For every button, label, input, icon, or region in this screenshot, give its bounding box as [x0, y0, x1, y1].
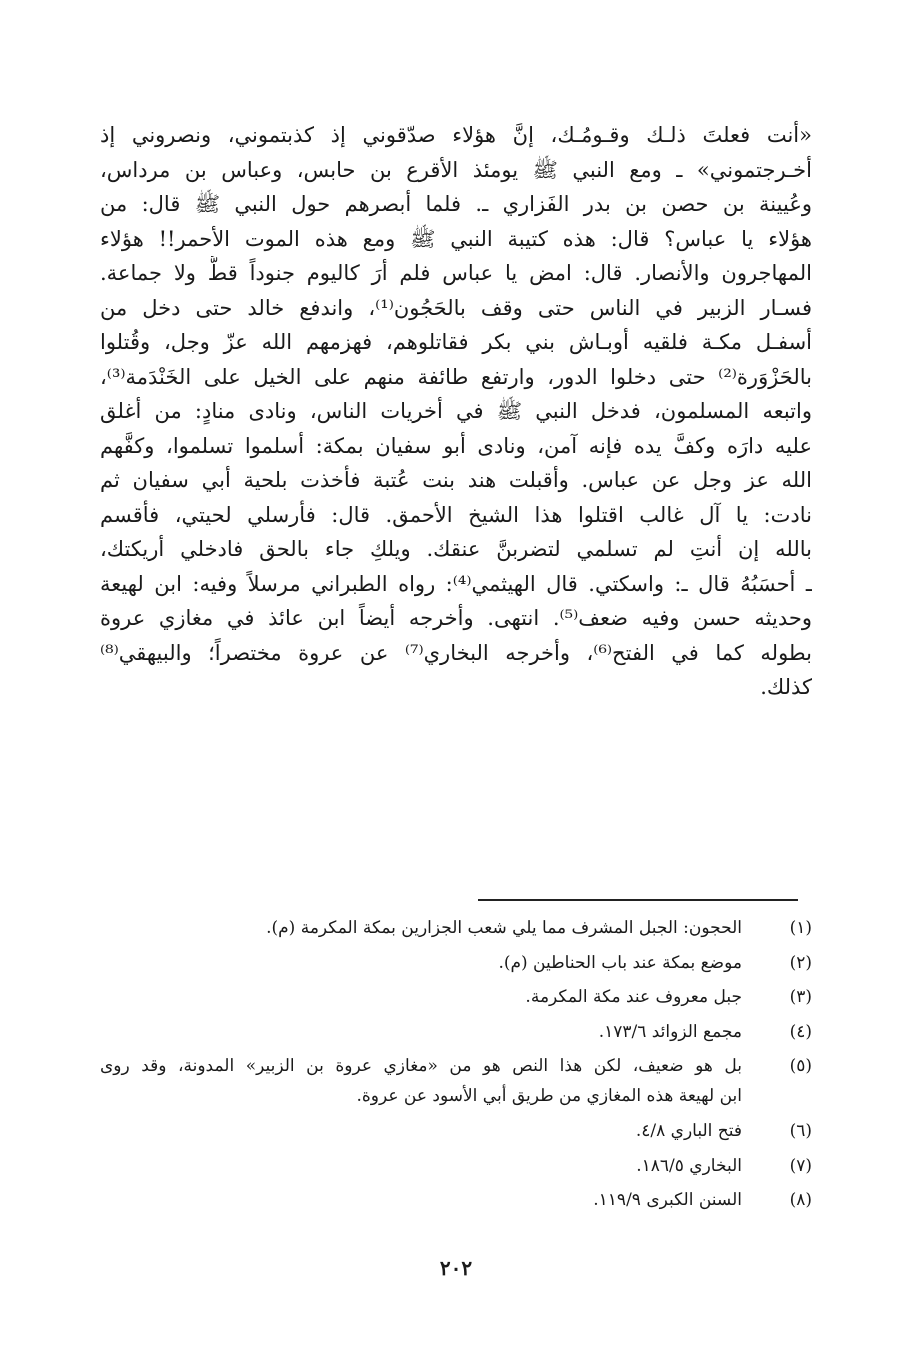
footnote-item	[100, 1051, 812, 1111]
footnote-line: جبل معروف عند مكة المكرمة.	[525, 987, 742, 1008]
main-body-text	[100, 118, 812, 705]
body-line: بطوله كما في الفتح⁽⁶⁾، وأخرجه البخاري⁽⁷⁾ عن عروة مختصراً؛ والبيهقي⁽⁸⁾	[100, 640, 812, 665]
footnote-text	[100, 1051, 742, 1111]
footnote-text	[100, 982, 742, 1012]
footnote-item	[100, 982, 812, 1012]
footnote-text	[100, 948, 742, 978]
body-line: فسـار الزبير في الناس حتى وقف بالحَجُون⁽¹⁾، واندفع خالد حتى دخل من	[100, 295, 812, 320]
body-line: واتبعه المسلمون، فدخل النبي ﷺ في أخريات الناس، ونادى منادٍ: من أغلق	[100, 399, 812, 423]
body-line: كذلك.	[760, 675, 812, 699]
body-line: وحديثه حسن وفيه ضعف⁽⁵⁾. انتهى. وأخرجه أيضاً ابن عائذ في مغازي عروة	[100, 606, 812, 630]
footnote-number: (٧)	[789, 1155, 812, 1176]
footnote-line: مجمع الزوائد ١٧٣/٦.	[598, 1021, 742, 1042]
body-line: «أنت فعلتَ ذلـك وقـومُـك، إنَّ هؤلاء صدّقوني إذ كذبتموني، ونصروني إذ	[100, 123, 812, 147]
footnotes	[100, 913, 812, 1220]
footnote-text	[100, 1185, 742, 1215]
footnote-item	[100, 1151, 812, 1181]
footnote-item	[100, 1185, 812, 1215]
footnote-number: (٣)	[789, 987, 812, 1008]
footnote-line: ابن لهيعة هذه المغازي من طريق أبي الأسود عن عروة.	[356, 1086, 742, 1107]
footnote-line: البخاري ١٨٦/٥.	[636, 1155, 742, 1176]
footnote-number: (٢)	[789, 952, 812, 973]
body-line: أسفـل مكـة فلقيه أوبـاش بني بكر فقاتلوهم، فهزمهم الله عزّ وجل، وقُتلوا	[100, 330, 812, 354]
footnote-number: (٨)	[789, 1190, 812, 1211]
body-line: نادت: يا آل غالب اقتلوا هذا الشيخ الأحمق. قال: فأرسلي لحيتي، فأقسم	[100, 502, 812, 527]
footnote-text	[100, 1017, 742, 1047]
body-line: ـ أحسَبُهُ قال ـ: واسكتي. قال الهيثمي⁽⁴⁾: رواه الطبراني مرسلاً وفيه: ابن لهيعة	[100, 571, 812, 596]
body-line: المهاجرون والأنصار. قال: امض يا عباس فلم أرَ كاليوم جنوداً قطُّ ولا جماعة.	[100, 261, 812, 285]
body-line: بالحَزْوَرة⁽²⁾ حتى دخلوا الدور، وارتفع طائفة منهم على الخيل على الخَنْدَمة⁽³⁾،	[100, 364, 812, 389]
footnote-divider	[478, 899, 798, 901]
body-line: الله عز وجل عن عباس. وأقبلت هند بنت عُتبة فأخذت بلحية أبي سفيان ثم	[100, 468, 812, 492]
body-line: هؤلاء يا عباس؟ قال: هذه كتيبة النبي ﷺ ومع هذه الموت الأحمر!! هؤلاء	[100, 226, 812, 251]
footnote-line: الحجون: الجبل المشرف مما يلي شعب الجزارين بمكة المكرمة (م).	[266, 918, 742, 938]
footnote-line: فتح الباري ٤/٨.	[635, 1120, 742, 1141]
footnote-number: (٦)	[789, 1120, 812, 1141]
footnote-text	[100, 913, 742, 943]
footnote-number: (٤)	[789, 1021, 812, 1042]
body-line: بالله إن أنتِ لم تسلمي لتضربنَّ عنقك. ويلكِ جاء بالحق فادخلي أريكتك،	[100, 537, 812, 561]
footnote-number: (٥)	[789, 1056, 812, 1077]
page-number: ٢٠٢	[439, 1256, 473, 1280]
footnote-item	[100, 1017, 812, 1047]
footnote-item	[100, 948, 812, 978]
footnote-text	[100, 1116, 742, 1146]
footnote-item	[100, 913, 812, 943]
body-line: أخـرجتموني» ـ ومع النبي ﷺ يومئذ الأقرع بن حابس، وعباس بن مرداس،	[100, 157, 812, 182]
footnote-line: موضع بمكة عند باب الحناطين (م).	[498, 952, 742, 973]
body-line: عليه دارَه وكفَّ يده فإنه آمن، ونادى أبو سفيان بمكة: أسلموا تسلموا، وكفَّهم	[100, 433, 812, 458]
footnote-line: السنن الكبرى ١١٩/٩.	[593, 1190, 742, 1211]
footnote-item	[100, 1116, 812, 1146]
footnote-text	[100, 1151, 742, 1181]
body-line: وعُيينة بن حصن بن بدر الفَزاري ـ. فلما أبصرهم حول النبي ﷺ قال: من	[100, 192, 812, 216]
footnote-line: بل هو ضعيف، لكن هذا النص هو من «مغازي عروة بن الزبير» المدونة، وقد روى	[100, 1056, 742, 1077]
footnote-number: (١)	[789, 918, 812, 938]
